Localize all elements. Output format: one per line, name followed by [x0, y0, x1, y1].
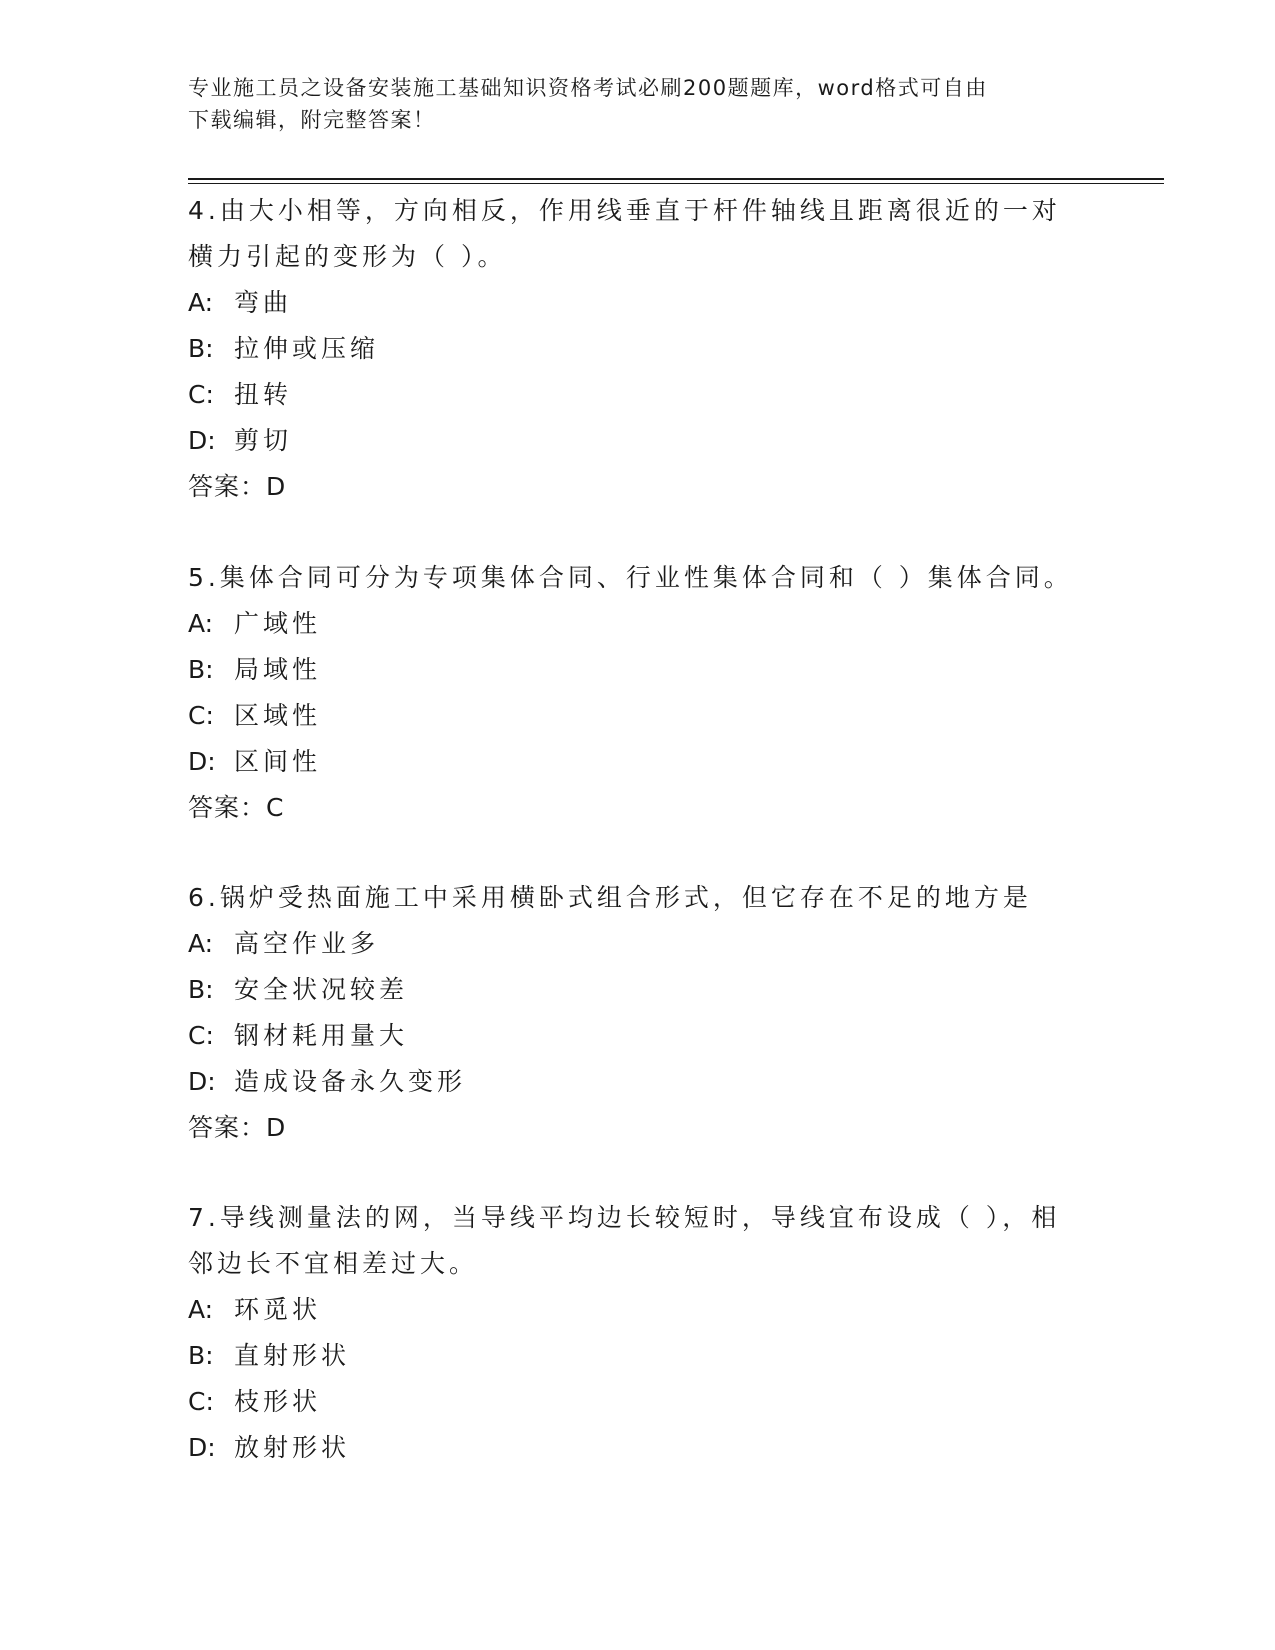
option-d [188, 739, 1088, 785]
question-stem-line-1: 7.导线测量法的网，当导线平均边长较短时，导线宜布设成（ ），相 [188, 1203, 1061, 1232]
answer-line: 答案：D [188, 472, 287, 501]
option-text: 安全状况较差 [234, 975, 409, 1004]
option-letter: B: [188, 334, 214, 363]
question-stem-line-2: 横力引起的变形为（ ）。 [188, 242, 507, 271]
option-text: 局域性 [234, 655, 322, 684]
option-b [188, 967, 1088, 1013]
option-text: 直射形状 [234, 1341, 351, 1370]
option-letter: D: [188, 1433, 216, 1462]
question-7 [188, 1195, 1088, 1471]
option-c [188, 372, 1088, 418]
option-letter: D: [188, 1067, 216, 1096]
option-letter: B: [188, 655, 214, 684]
option-c [188, 693, 1088, 739]
option-letter: B: [188, 1341, 214, 1370]
option-d [188, 1425, 1088, 1471]
question-4 [188, 188, 1088, 510]
question-6 [188, 875, 1088, 1151]
question-stem-line-1: 5.集体合同可分为专项集体合同、行业性集体合同和（ ）集体合同。 [188, 563, 1073, 592]
option-text: 广域性 [234, 609, 322, 638]
option-letter: A: [188, 929, 214, 958]
option-text: 高空作业多 [234, 929, 380, 958]
option-text: 剪切 [234, 426, 293, 455]
question-5 [188, 555, 1088, 831]
header-line-1: 专业施工员之设备安装施工基础知识资格考试必刷200题题库，word格式可自由 [188, 76, 988, 100]
option-a [188, 601, 1088, 647]
option-text: 弯曲 [234, 288, 293, 317]
option-c [188, 1013, 1088, 1059]
option-letter: D: [188, 426, 216, 455]
option-text: 拉伸或压缩 [234, 334, 380, 363]
option-text: 放射形状 [234, 1433, 351, 1462]
option-a [188, 1287, 1088, 1333]
option-letter: A: [188, 609, 214, 638]
option-letter: C: [188, 701, 214, 730]
option-d [188, 1059, 1088, 1105]
answer-line: 答案：C [188, 793, 285, 822]
option-a [188, 280, 1088, 326]
option-letter: C: [188, 1387, 214, 1416]
option-c [188, 1379, 1088, 1425]
option-text: 造成设备永久变形 [234, 1067, 467, 1096]
option-d [188, 418, 1088, 464]
option-text: 区间性 [234, 747, 322, 776]
question-stem-line-1: 6.锅炉受热面施工中采用横卧式组合形式，但它存在不足的地方是 [188, 883, 1032, 912]
question-stem-line-1: 4.由大小相等，方向相反，作用线垂直于杆件轴线且距离很近的一对 [188, 196, 1061, 225]
option-text: 扭转 [234, 380, 293, 409]
header-divider-thick [188, 178, 1164, 180]
option-letter: B: [188, 975, 214, 1004]
option-a [188, 921, 1088, 967]
header-divider-thin [188, 183, 1164, 184]
option-letter: A: [188, 288, 214, 317]
document-header [188, 72, 1088, 136]
option-text: 环觅状 [234, 1295, 322, 1324]
answer-line: 答案：D [188, 1113, 287, 1142]
header-line-2: 下载编辑，附完整答案！ [188, 108, 436, 132]
option-letter: A: [188, 1295, 214, 1324]
option-text: 区域性 [234, 701, 322, 730]
option-letter: C: [188, 380, 214, 409]
option-b [188, 647, 1088, 693]
question-stem-line-2: 邻边长不宜相差过大。 [188, 1249, 479, 1278]
option-b [188, 326, 1088, 372]
option-b [188, 1333, 1088, 1379]
option-letter: C: [188, 1021, 214, 1050]
option-letter: D: [188, 747, 216, 776]
option-text: 钢材耗用量大 [234, 1021, 409, 1050]
option-text: 枝形状 [234, 1387, 322, 1416]
